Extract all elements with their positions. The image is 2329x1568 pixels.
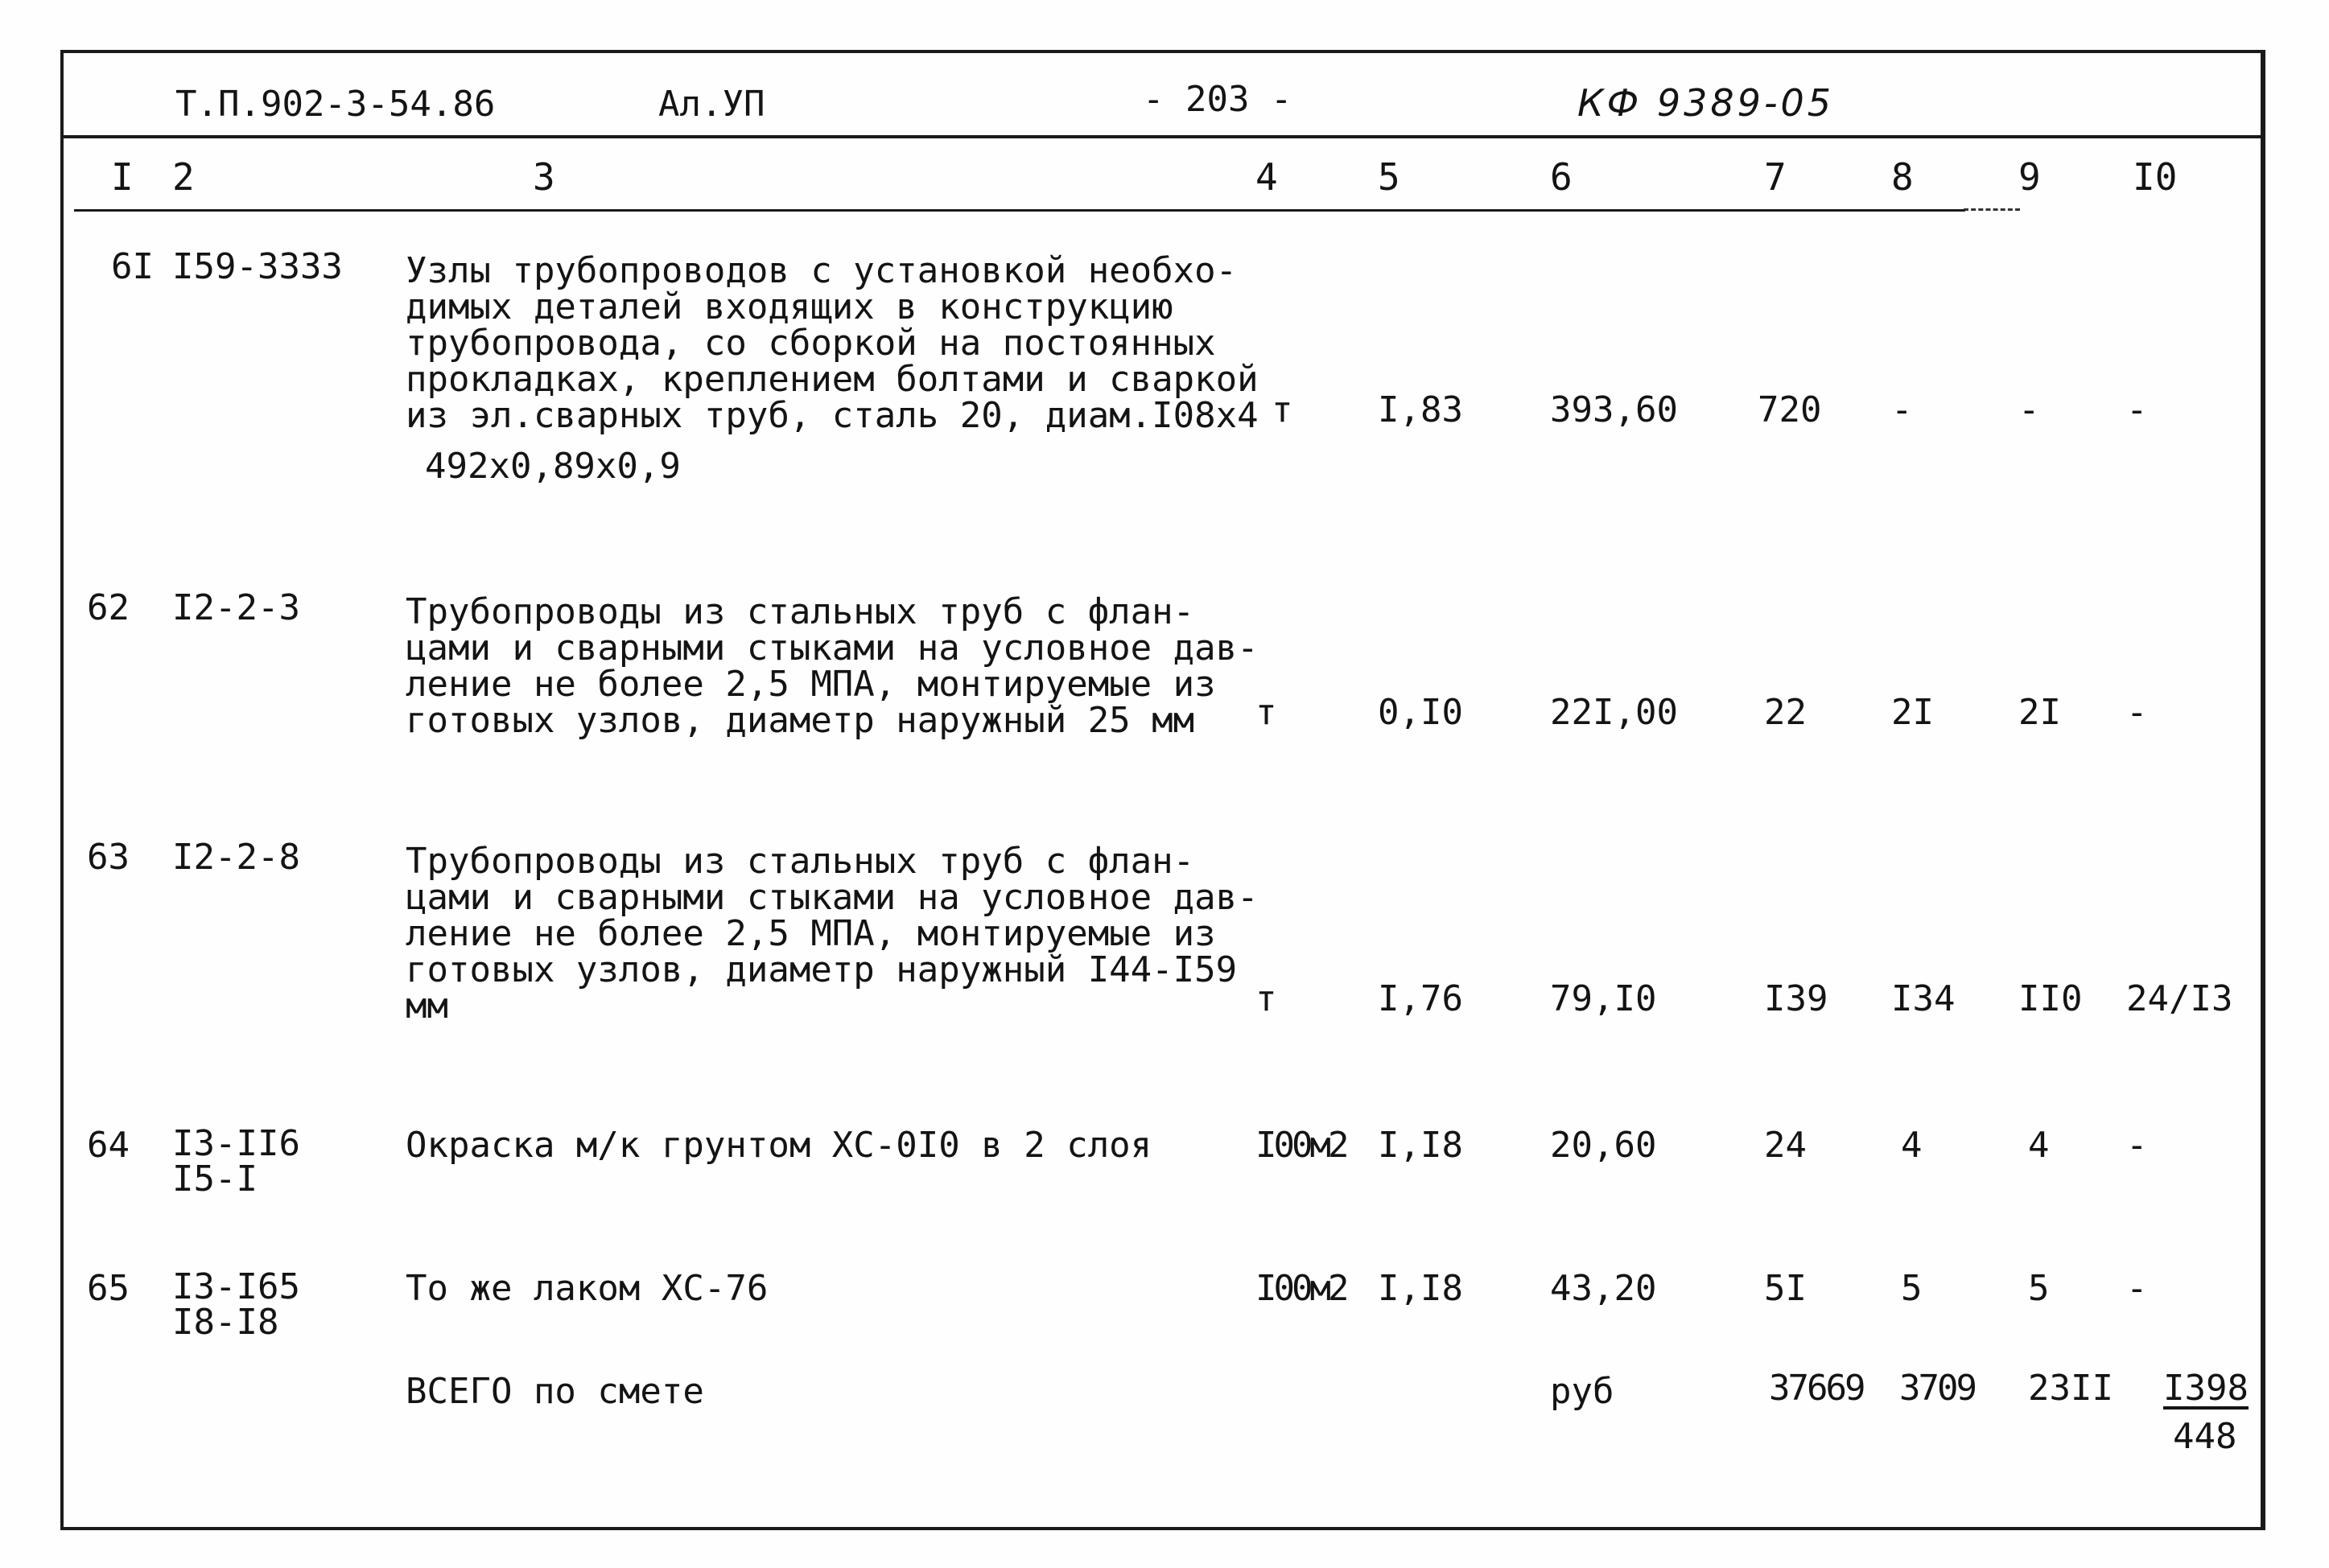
row-63-col10: 24/I3 xyxy=(2126,978,2233,1019)
row-64-description: Окраска м/к грунтом ХС-0I0 в 2 слоя xyxy=(406,1125,1152,1166)
total-label: ВСЕГО по смете xyxy=(406,1371,704,1412)
col-header-9: 9 xyxy=(2018,155,2041,199)
row-61-price: 393,60 xyxy=(1550,389,1678,430)
row-61-col8: - xyxy=(1891,389,1913,430)
row-61-unit: т xyxy=(1272,389,1293,430)
col-header-3: 3 xyxy=(533,155,555,199)
row-64-col7: 24 xyxy=(1764,1125,1807,1166)
column-header-divider-dashed xyxy=(1964,208,2020,211)
row-65-col9: 5 xyxy=(2028,1268,2050,1309)
row-61-code: I59-3333 xyxy=(172,246,343,287)
row-61-description-extra: 492x0,89x0,9 xyxy=(425,446,681,487)
row-61-col9: - xyxy=(2018,389,2040,430)
row-62-price: 22I,00 xyxy=(1550,692,1678,733)
col-header-1: I xyxy=(111,155,134,199)
row-62-number: 62 xyxy=(87,587,130,628)
row-65-price: 43,20 xyxy=(1550,1268,1657,1309)
row-64-price: 20,60 xyxy=(1550,1125,1657,1166)
row-63-col7: I39 xyxy=(1764,978,1828,1019)
row-62-col10: - xyxy=(2126,692,2148,733)
col-header-5: 5 xyxy=(1378,155,1400,199)
doc-code: Т.П.902-3-54.86 xyxy=(175,84,496,125)
total-col9: 23II xyxy=(2028,1368,2113,1409)
row-63-code: I2-2-8 xyxy=(172,837,300,878)
total-col8: 3709 xyxy=(1899,1368,1975,1409)
col-header-10: I0 xyxy=(2133,155,2178,199)
total-col10-denominator: 448 xyxy=(2173,1416,2237,1457)
row-64-unit: I00м2 xyxy=(1255,1125,1346,1166)
total-col7: 37669 xyxy=(1769,1368,1864,1409)
col-header-4: 4 xyxy=(1255,155,1278,199)
row-62-col9: 2I xyxy=(2018,692,2061,733)
album-label: Ал.УП xyxy=(658,84,765,125)
col-header-7: 7 xyxy=(1764,155,1787,199)
row-64-number: 64 xyxy=(87,1125,130,1166)
row-63-col9: II0 xyxy=(2018,978,2083,1019)
column-header-divider xyxy=(74,209,1965,212)
row-61-number: 6I xyxy=(111,246,154,287)
row-62-description: Трубопроводы из стальных труб с флан- цами и сварными стыками на условное дав- ление не более 2,5 МПА, монтируемые из готовых узлов, диаметр наружный 25 мм xyxy=(406,591,1259,741)
row-63-price: 79,I0 xyxy=(1550,978,1657,1019)
row-63-number: 63 xyxy=(87,837,130,878)
row-64-col8: 4 xyxy=(1901,1125,1923,1166)
row-65-number: 65 xyxy=(87,1268,130,1309)
row-62-col7: 22 xyxy=(1764,692,1807,733)
row-64-col10: - xyxy=(2126,1125,2148,1166)
row-65-description: То же лаком ХС-76 xyxy=(406,1268,769,1309)
header-divider xyxy=(60,135,2265,138)
row-62-code: I2-2-3 xyxy=(172,587,300,628)
row-62-quantity: 0,I0 xyxy=(1378,692,1463,733)
row-65-unit: I00м2 xyxy=(1255,1268,1346,1309)
row-61-col7: 720 xyxy=(1758,389,1822,430)
row-62-unit: т xyxy=(1255,692,1277,733)
row-63-unit: т xyxy=(1255,978,1277,1019)
row-65-quantity: I,I8 xyxy=(1378,1268,1463,1309)
row-65-col8: 5 xyxy=(1901,1268,1923,1309)
page-number: - 203 - xyxy=(1143,79,1292,120)
col-header-2: 2 xyxy=(172,155,195,199)
row-65-col10: - xyxy=(2126,1268,2148,1309)
row-64-quantity: I,I8 xyxy=(1378,1125,1463,1166)
row-61-description: Узлы трубопроводов с установкой необхо- димых деталей входящих в конструкцию трубопровода, со сборкой на постоянных прокладках, креплением болтами и сваркой из эл.сварных труб, сталь 20, диам.I08x4 xyxy=(406,250,1259,436)
total-unit: руб xyxy=(1550,1371,1614,1412)
total-col10-numerator: I398 xyxy=(2163,1368,2249,1409)
row-61-col10: - xyxy=(2126,389,2148,430)
row-63-col8: I34 xyxy=(1891,978,1956,1019)
row-65-code: I3-I65 I8-I8 xyxy=(172,1266,300,1343)
row-64-code: I3-II6 I5-I xyxy=(172,1123,300,1200)
row-64-col9: 4 xyxy=(2028,1125,2050,1166)
stamp-number: КФ 9389-05 xyxy=(1577,81,1835,125)
row-62-col8: 2I xyxy=(1891,692,1934,733)
row-61-quantity: I,83 xyxy=(1378,389,1463,430)
row-65-col7: 5I xyxy=(1764,1268,1807,1309)
row-63-quantity: I,76 xyxy=(1378,978,1463,1019)
col-header-8: 8 xyxy=(1891,155,1914,199)
col-header-6: 6 xyxy=(1550,155,1573,199)
row-63-description: Трубопроводы из стальных труб с флан- цами и сварными стыками на условное дав- ление не более 2,5 МПА, монтируемые из готовых узлов, диаметр наружный I44-I59 мм xyxy=(406,841,1259,1027)
